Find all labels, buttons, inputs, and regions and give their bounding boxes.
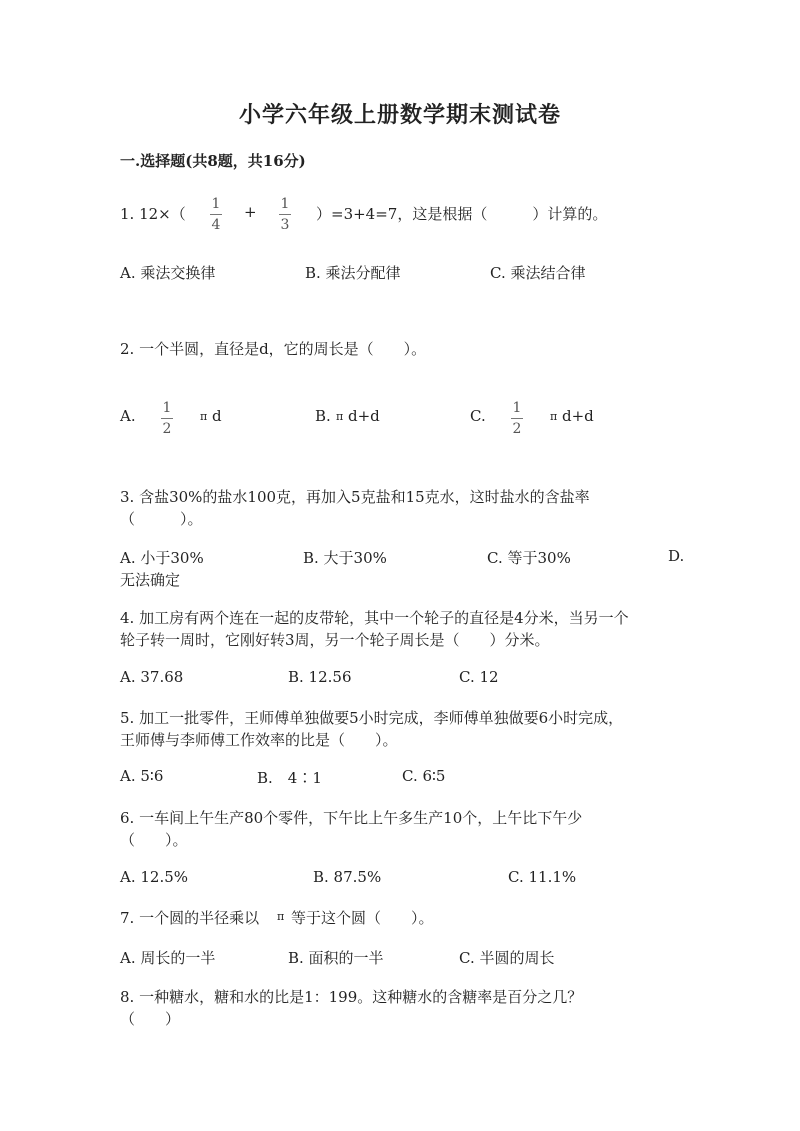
q2-option-b-label: B.	[315, 407, 331, 425]
q2-option-b-pi: π	[336, 410, 344, 423]
q2-a-frac-bar	[161, 418, 173, 419]
q2-option-a-fraction	[161, 401, 173, 436]
q5-option-b: B. 4∶1	[257, 769, 322, 787]
q1-option-b: B. 乘法分配律	[305, 264, 401, 282]
q6-line-1: 6. 一车间上午生产80个零件，下午比上午多生产10个，上午比下午少	[120, 809, 583, 827]
q7-option-a: A. 周长的一半	[120, 949, 216, 967]
q3-line-2: （ ）。	[120, 510, 203, 528]
q4-line-2: 轮子转一周时，它刚好转3周，另一个轮子周长是（ ）分米。	[120, 631, 550, 649]
q6-option-a: A. 12.5%	[120, 868, 189, 886]
q1-frac-b-bar	[279, 214, 291, 215]
q3-line-1: 3. 含盐30%的盐水100克，再加入5克盐和15克水，这时盐水的含盐率	[120, 488, 590, 506]
q2-option-b-tail: d+d	[348, 407, 380, 425]
q2-a-frac-num: 1	[162, 400, 172, 416]
q2-a-frac-den: 2	[162, 421, 172, 437]
q3-option-d-text: 无法确定	[120, 571, 181, 589]
q4-option-a: A. 37.68	[120, 668, 184, 686]
q8-line-1: 8. 一种糖水，糖和水的比是1：199。这种糖水的含糖率是百分之几？	[120, 988, 583, 1006]
q1-prefix: 1. 12×（	[120, 205, 186, 223]
q2-option-a-label: A.	[120, 407, 136, 425]
q2-option-c-tail: d+d	[562, 407, 594, 425]
q1-fraction-b	[279, 197, 291, 232]
q1-plus: +	[244, 203, 257, 221]
q8-line-2: （ ）	[120, 1010, 181, 1028]
q2-c-frac-den: 2	[512, 421, 522, 437]
q3-option-b: B. 大于30%	[303, 549, 387, 567]
q2-text: 2. 一个半圆，直径是d，它的周长是（ ）。	[120, 340, 427, 358]
q1-option-c: C. 乘法结合律	[490, 264, 586, 282]
q3-option-a: A. 小于30%	[120, 549, 204, 567]
q7-prefix: 7. 一个圆的半径乘以	[120, 909, 260, 927]
q5-option-c: C. 6∶5	[402, 767, 446, 785]
q4-line-1: 4. 加工房有两个连在一起的皮带轮，其中一个轮子的直径是4分米，当另一个	[120, 609, 629, 627]
q1-frac-b-den: 3	[280, 217, 290, 233]
q7-option-b: B. 面积的一半	[288, 949, 384, 967]
q5-line-1: 5. 加工一批零件，王师傅单独做要5小时完成，李师傅单独做要6小时完成，	[120, 709, 624, 727]
q4-option-c: C. 12	[459, 668, 499, 686]
q3-option-d: D.	[668, 547, 685, 565]
page-title: 小学六年级上册数学期末测试卷	[238, 102, 561, 128]
q1-fraction-a	[210, 197, 222, 232]
q2-option-c-fraction	[511, 401, 523, 436]
q2-option-c-label: C.	[470, 407, 486, 425]
q6-option-c: C. 11.1%	[508, 868, 577, 886]
section-heading: 一.选择题(共8题，共16分)	[120, 152, 306, 170]
q2-option-a-tail: d	[212, 407, 222, 425]
q7-suffix: 等于这个圆（ ）。	[291, 909, 434, 927]
q2-option-a-pi: π	[200, 410, 208, 423]
q6-option-b: B. 87.5%	[313, 868, 382, 886]
q2-c-frac-num: 1	[512, 400, 522, 416]
q3-option-c: C. 等于30%	[487, 549, 571, 567]
q4-option-b: B. 12.56	[288, 668, 352, 686]
q2-c-frac-bar	[511, 418, 523, 419]
q2-option-c-pi: π	[550, 410, 558, 423]
q1-frac-a-den: 4	[211, 217, 221, 233]
q1-suffix: ）=3+4=7，这是根据（ ）计算的。	[316, 205, 608, 223]
q1-option-a: A. 乘法交换律	[120, 264, 216, 282]
q6-line-2: （ ）。	[120, 831, 188, 849]
q7-pi: π	[277, 910, 285, 923]
q5-line-2: 王师傅与李师傅工作效率的比是（ ）。	[120, 731, 398, 749]
q1-frac-a-bar	[210, 214, 222, 215]
q7-option-c: C. 半圆的周长	[459, 949, 555, 967]
q1-frac-b-num: 1	[280, 196, 290, 212]
q5-option-a: A. 5∶6	[120, 767, 164, 785]
q1-frac-a-num: 1	[211, 196, 221, 212]
